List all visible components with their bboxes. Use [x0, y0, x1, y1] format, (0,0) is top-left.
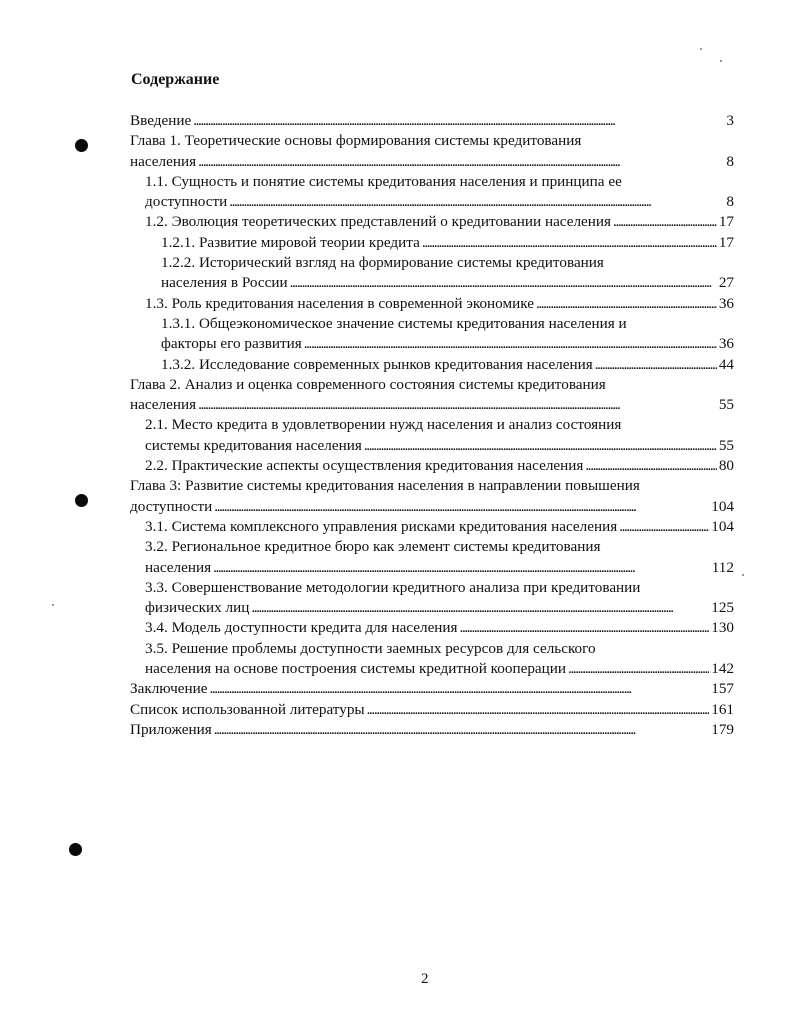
toc-entry-page: 55 [718, 396, 734, 414]
dot-leader [290, 273, 717, 293]
toc-entry-title: 1.3.2. Исследование современных рынков кредитования населения [161, 355, 593, 373]
dot-leader [193, 111, 724, 131]
toc-entry-page: 157 [711, 680, 734, 698]
toc-entry-page: 36 [718, 335, 734, 353]
toc-entry-title: населения на основе построения системы кредитной кооперации [145, 660, 567, 678]
toc-entry [130, 355, 734, 375]
dot-leader [422, 233, 717, 253]
punch-hole-top [75, 139, 88, 152]
toc-entry-title: Введение [130, 112, 192, 129]
dot-leader [304, 334, 717, 354]
toc-entry-page: 104 [711, 517, 734, 535]
toc-entry [130, 679, 734, 699]
toc-entry-page: 17 [718, 233, 734, 251]
toc-entry-title-line: 3.5. Решение проблемы доступности заемных ресурсов для сельского [145, 639, 596, 657]
toc-entry-title: системы кредитования населения [145, 436, 362, 454]
toc-entry-title-line: Глава 3: Развитие системы кредитования населения в направлении повышения [130, 477, 640, 495]
page-number: 2 [421, 971, 429, 987]
punch-hole-bottom [69, 843, 82, 856]
table-of-contents [130, 111, 734, 740]
toc-entry-page: 3 [726, 112, 734, 129]
dot-leader [595, 355, 717, 375]
toc-entry-page: 36 [718, 294, 734, 312]
scan-speck [720, 60, 722, 62]
toc-entry [130, 618, 734, 638]
dot-leader [229, 192, 724, 212]
toc-entry-title: физических лиц [145, 599, 250, 617]
toc-entry-title: 3.4. Модель доступности кредита для населения [145, 619, 458, 637]
dot-leader [213, 558, 710, 578]
toc-entry-page: 142 [711, 660, 734, 678]
dot-leader [214, 497, 709, 517]
toc-entry [130, 233, 734, 253]
toc-heading: Содержание [131, 71, 220, 88]
toc-entry-title: доступности [130, 497, 213, 515]
toc-entry-title: населения [145, 558, 212, 576]
toc-entry-page: 80 [718, 457, 734, 475]
toc-entry-title: доступности [145, 193, 228, 211]
toc-entry-title: Приложения [130, 720, 212, 738]
toc-entry-page: 44 [718, 355, 734, 373]
toc-entry [130, 700, 734, 720]
toc-entry-page: 8 [726, 193, 734, 211]
dot-leader [619, 517, 709, 537]
toc-entry-page: 55 [718, 436, 734, 454]
dot-leader [198, 395, 717, 415]
toc-entry [130, 314, 734, 355]
toc-entry-page: 130 [711, 619, 734, 637]
toc-entry-page: 161 [711, 700, 734, 718]
toc-entry-title: 3.1. Система комплексного управления рисками кредитования населения [145, 517, 618, 535]
toc-entry [130, 172, 734, 213]
dot-leader [209, 679, 709, 699]
toc-entry-title: 2.2. Практические аспекты осуществления кредитования населения [145, 457, 584, 475]
scan-speck [700, 48, 702, 50]
toc-entry-title-line: 1.2.2. Исторический взгляд на формирование системы кредитования [161, 254, 604, 272]
toc-entry [130, 456, 734, 476]
toc-entry-title: Список использованной литературы [130, 700, 365, 718]
toc-entry-title: населения [130, 396, 197, 414]
dot-leader [613, 212, 717, 232]
dot-leader [367, 700, 710, 720]
toc-entry-page: 112 [711, 558, 734, 576]
toc-entry [130, 111, 734, 131]
dot-leader [364, 436, 717, 456]
toc-entry-title: Заключение [130, 680, 208, 698]
toc-entry [130, 375, 734, 416]
toc-entry-title: населения [130, 152, 197, 170]
toc-entry [130, 294, 734, 314]
punch-hole-middle [75, 494, 88, 507]
toc-entry-page: 125 [711, 599, 734, 617]
dot-leader [460, 618, 710, 638]
toc-entry-title-line: 3.3. Совершенствование методологии кредитного анализа при кредитовании [145, 578, 641, 596]
toc-entry [130, 415, 734, 456]
toc-entry [130, 131, 734, 172]
toc-entry-title-line: 2.1. Место кредита в удовлетворении нужд населения и анализ состояния [145, 416, 622, 434]
toc-entry [130, 639, 734, 680]
scan-speck [52, 604, 54, 606]
dot-leader [585, 456, 716, 476]
toc-entry [130, 476, 734, 517]
dot-leader [568, 659, 709, 679]
toc-entry-title: населения в России [161, 274, 288, 292]
toc-entry [130, 517, 734, 537]
toc-entry-page: 104 [711, 497, 734, 515]
toc-entry-page: 27 [718, 274, 734, 292]
dot-leader [198, 152, 724, 172]
toc-entry-title-line: 3.2. Региональное кредитное бюро как элемент системы кредитования [145, 538, 601, 556]
toc-entry-page: 17 [718, 213, 734, 231]
toc-entry [130, 720, 734, 740]
toc-entry-title-line: Глава 1. Теоретические основы формирования системы кредитования [130, 132, 582, 150]
toc-entry [130, 578, 734, 619]
toc-entry-page: 8 [726, 152, 734, 170]
toc-entry-title: 1.3. Роль кредитования населения в современной экономике [145, 294, 534, 312]
toc-entry [130, 537, 734, 578]
toc-entry-title-line: 1.1. Сущность и понятие системы кредитования населения и принципа ее [145, 172, 622, 190]
dot-leader [214, 720, 709, 740]
dot-leader [536, 294, 717, 314]
scan-speck [742, 574, 744, 576]
toc-entry-page: 179 [711, 720, 734, 738]
toc-entry-title-line: 1.3.1. Общеэкономическое значение системы кредитования населения и [161, 314, 627, 332]
dot-leader [251, 598, 709, 618]
toc-entry-title: 1.2.1. Развитие мировой теории кредита [161, 233, 420, 251]
toc-entry [130, 253, 734, 294]
toc-entry-title: 1.2. Эволюция теоретических представлений о кредитовании населения [145, 213, 612, 231]
toc-entry [130, 212, 734, 232]
toc-entry-title: факторы его развития [161, 335, 302, 353]
toc-entry-title-line: Глава 2. Анализ и оценка современного состояния системы кредитования [130, 375, 606, 393]
